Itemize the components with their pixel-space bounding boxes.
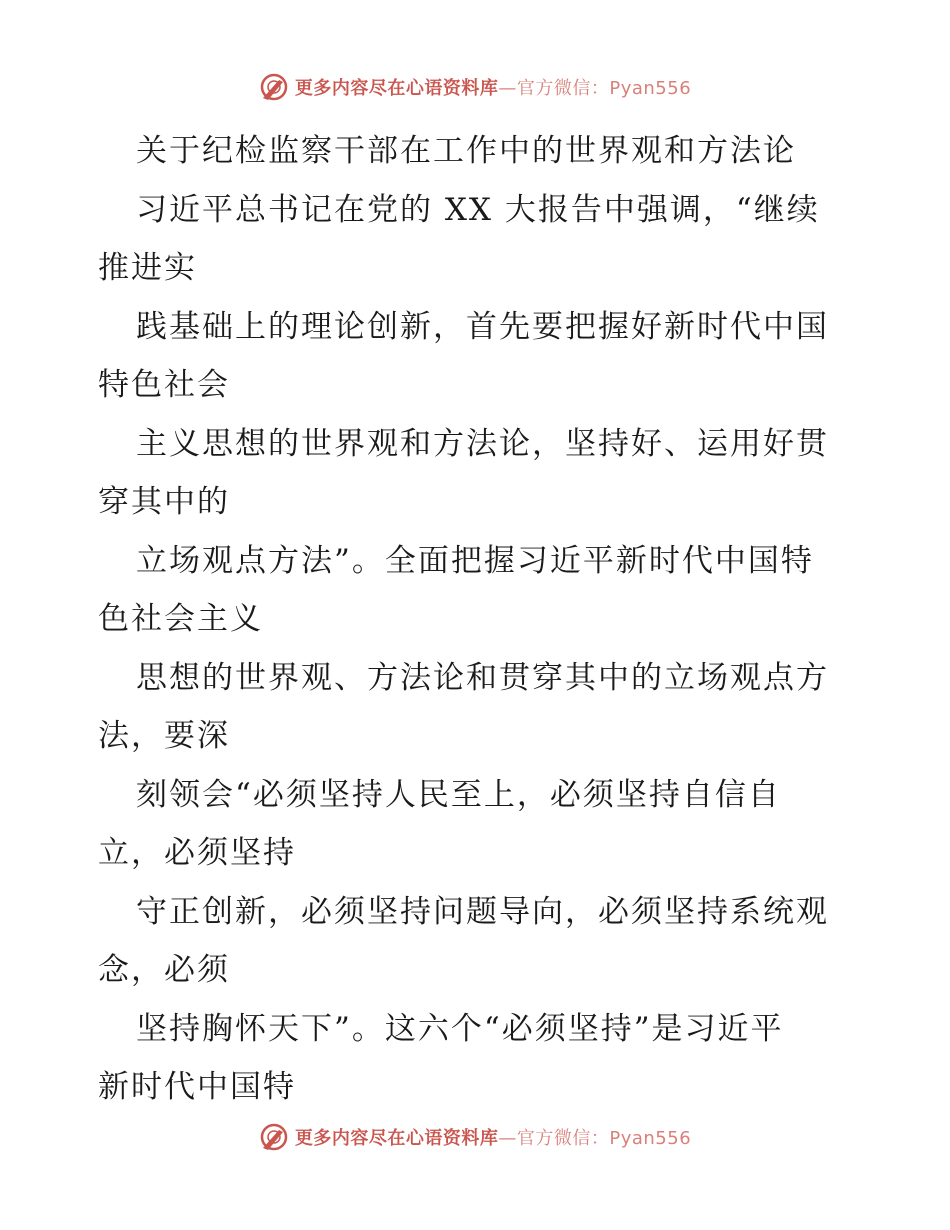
document-title: 关于纪检监察干部在工作中的世界观和方法论 [136,133,796,169]
header-watermark-banner [0,72,950,102]
text-line: 穿其中的 [98,484,230,520]
header-banner-text [295,74,691,100]
text-line: 坚持胸怀天下”。这六个“必须坚持”是习近平 [136,1010,784,1047]
text-line: 立，必须坚持 [98,835,296,871]
footer-watermark-banner [0,1122,950,1152]
text-line: 特色社会 [98,367,230,403]
text-line: 推进实 [98,250,197,286]
pen-logo-icon [259,72,289,102]
footer-banner-text [295,1124,691,1150]
text-line: 思想的世界观、方法论和贯穿其中的立场观点方 [136,659,829,696]
header-banner-library: 更多内容尽在心语资料库 [294,78,499,99]
footer-banner-library: 更多内容尽在心语资料库 [294,1128,499,1149]
text-line: 主义思想的世界观和方法论，坚持好、运用好贯 [136,425,829,462]
text-line: 习近平总书记在党的 XX 大报告中强调，“继续 [136,191,820,228]
text-line: 立场观点方法”。全面把握习近平新时代中国特 [136,542,814,579]
text-line: 念，必须 [98,952,230,988]
text-line: 色社会主义 [98,601,263,637]
document-body [98,122,858,1117]
text-line: 刻领会“必须坚持人民至上，必须坚持自信自 [136,776,781,813]
footer-banner-wechat: —官方微信：Pyan556 [498,1128,692,1149]
text-line: 法，要深 [98,718,230,754]
text-line: 新时代中国特 [98,1069,296,1105]
header-banner-wechat: —官方微信：Pyan556 [498,78,692,99]
text-line: 践基础上的理论创新，首先要把握好新时代中国 [136,308,829,345]
text-line: 守正创新，必须坚持问题导向，必须坚持系统观 [136,893,829,930]
pen-logo-icon [259,1122,289,1152]
